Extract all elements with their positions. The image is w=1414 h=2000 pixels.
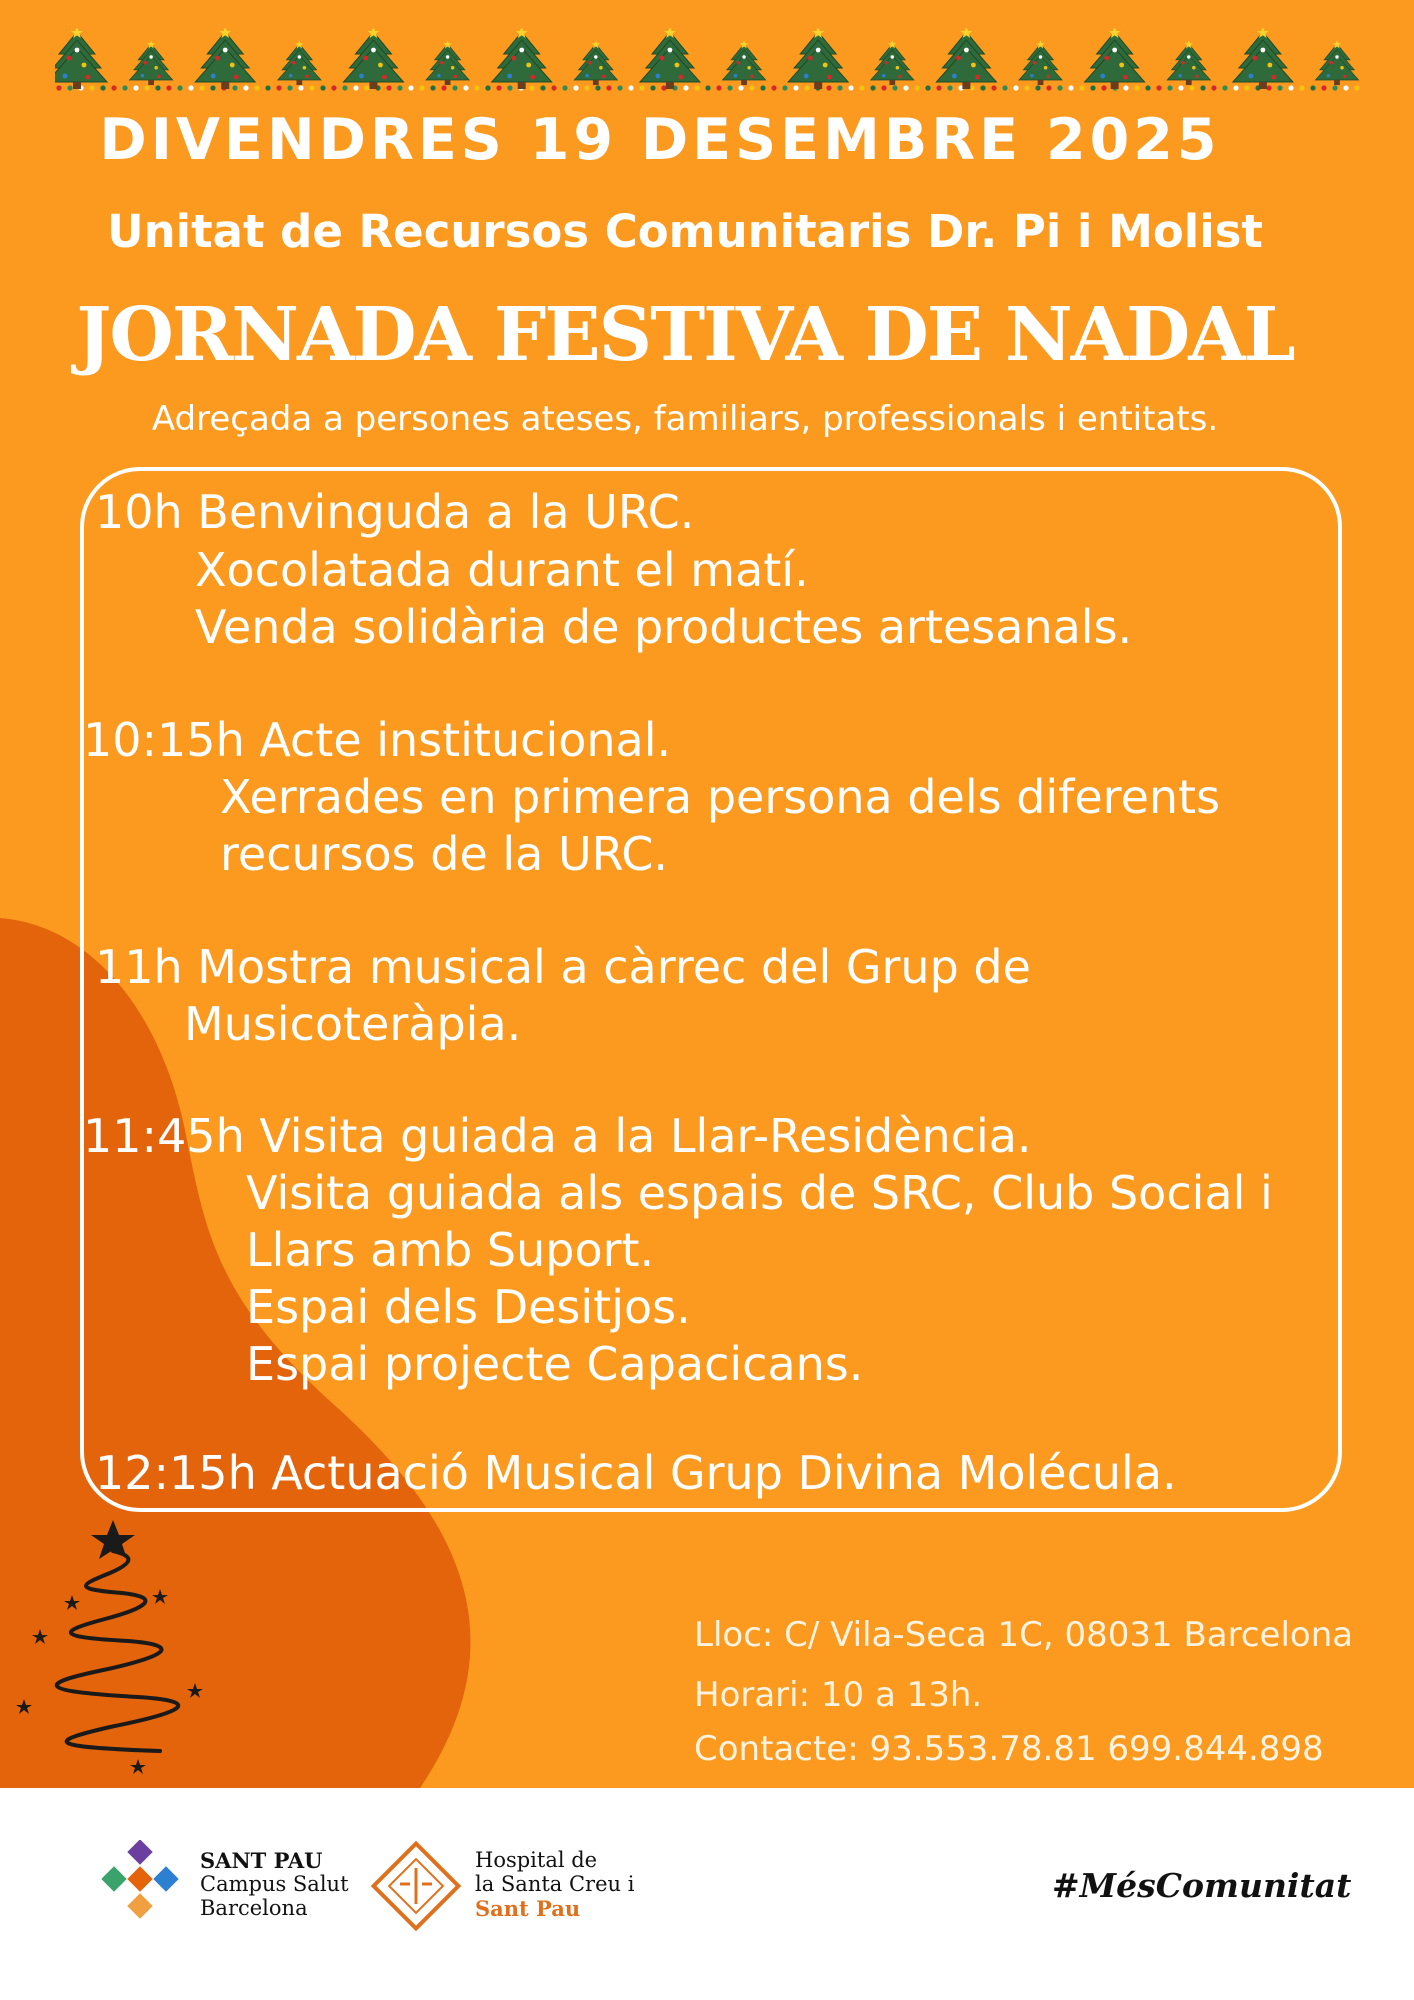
program-item-time: 12:15h Actuació Musical Grup Divina Molécula. (95, 1446, 1177, 1500)
program-item-detail: Llars amb Suport. (246, 1223, 655, 1277)
event-contact: Contacte: 93.553.78.81 699.844.898 (694, 1729, 1324, 1769)
hospital-cross-logo (368, 1838, 464, 1934)
hashtag: #MésComunitat (1052, 1866, 1352, 1905)
christmas-tree-icon (1085, 28, 1145, 89)
christmas-tree-icon (871, 40, 914, 85)
christmas-tree-icon (195, 28, 255, 89)
christmas-tree-icon (640, 28, 700, 89)
santpau-name: SANT PAU (200, 1848, 323, 1873)
program-item-time: 10h Benvinguda a la URC. (95, 485, 695, 539)
hospital-name-line1: Hospital de (475, 1848, 598, 1872)
event-title: JORNADA FESTIVA DE NADAL (76, 292, 1294, 378)
program-item-detail: Venda solidària de productes artesanals. (195, 600, 1133, 654)
program-item-detail: Espai projecte Capacicans. (246, 1337, 864, 1391)
organizer-unit: Unitat de Recursos Comunitaris Dr. Pi i Molist (107, 205, 1263, 258)
program-item-detail: Visita guiada als espais de SRC, Club Social i (246, 1166, 1273, 1220)
event-date: DIVENDRES 19 DESEMBRE 2025 (99, 107, 1221, 173)
christmas-tree-icon (1019, 40, 1062, 85)
christmas-tree-icon (10, 1515, 210, 1775)
santpau-subtitle: Campus Salut (200, 1872, 349, 1896)
christmas-tree-icon (574, 40, 617, 85)
christmas-tree-icon (788, 28, 848, 89)
christmas-tree-icon (936, 28, 996, 89)
santpau-diamond-logo (95, 1840, 185, 1935)
christmas-tree-icon (278, 40, 321, 85)
program-item-detail: recursos de la URC. (220, 827, 669, 881)
program-item-time: 11:45h Visita guiada a la Llar-Residència. (83, 1109, 1032, 1163)
christmas-tree-garland (55, 28, 1360, 98)
program-item-detail: Espai dels Desitjos. (246, 1280, 691, 1334)
christmas-tree-icon (492, 28, 552, 89)
christmas-tree-icon (722, 40, 765, 85)
event-hours: Horari: 10 a 13h. (694, 1675, 983, 1715)
footer (0, 1788, 1414, 2000)
christmas-tree-icon (130, 40, 173, 85)
event-audience: Adreçada a persones ateses, familiars, professionals i entitats. (151, 399, 1219, 439)
program-item-time: 10:15h Acte institucional. (83, 713, 672, 767)
program-item-detail: Musicoteràpia. (184, 997, 522, 1051)
event-location: Lloc: C/ Vila-Seca 1C, 08031 Barcelona (694, 1615, 1354, 1655)
hospital-name-line3: Sant Pau (475, 1896, 581, 1921)
christmas-tree-icon (343, 28, 403, 89)
program-item-time: 11h Mostra musical a càrrec del Grup de (95, 940, 1031, 994)
christmas-tree-icon (426, 40, 469, 85)
christmas-tree-icon (1315, 40, 1358, 85)
christmas-tree-icon (1233, 28, 1293, 89)
program-item-detail: Xerrades en primera persona dels diferents (220, 770, 1221, 824)
santpau-city: Barcelona (200, 1896, 308, 1920)
hospital-name-line2: la Santa Creu i (475, 1872, 635, 1896)
christmas-tree-icon (55, 28, 107, 89)
christmas-tree-icon (1167, 40, 1210, 85)
program-item-detail: Xocolatada durant el matí. (195, 543, 809, 597)
